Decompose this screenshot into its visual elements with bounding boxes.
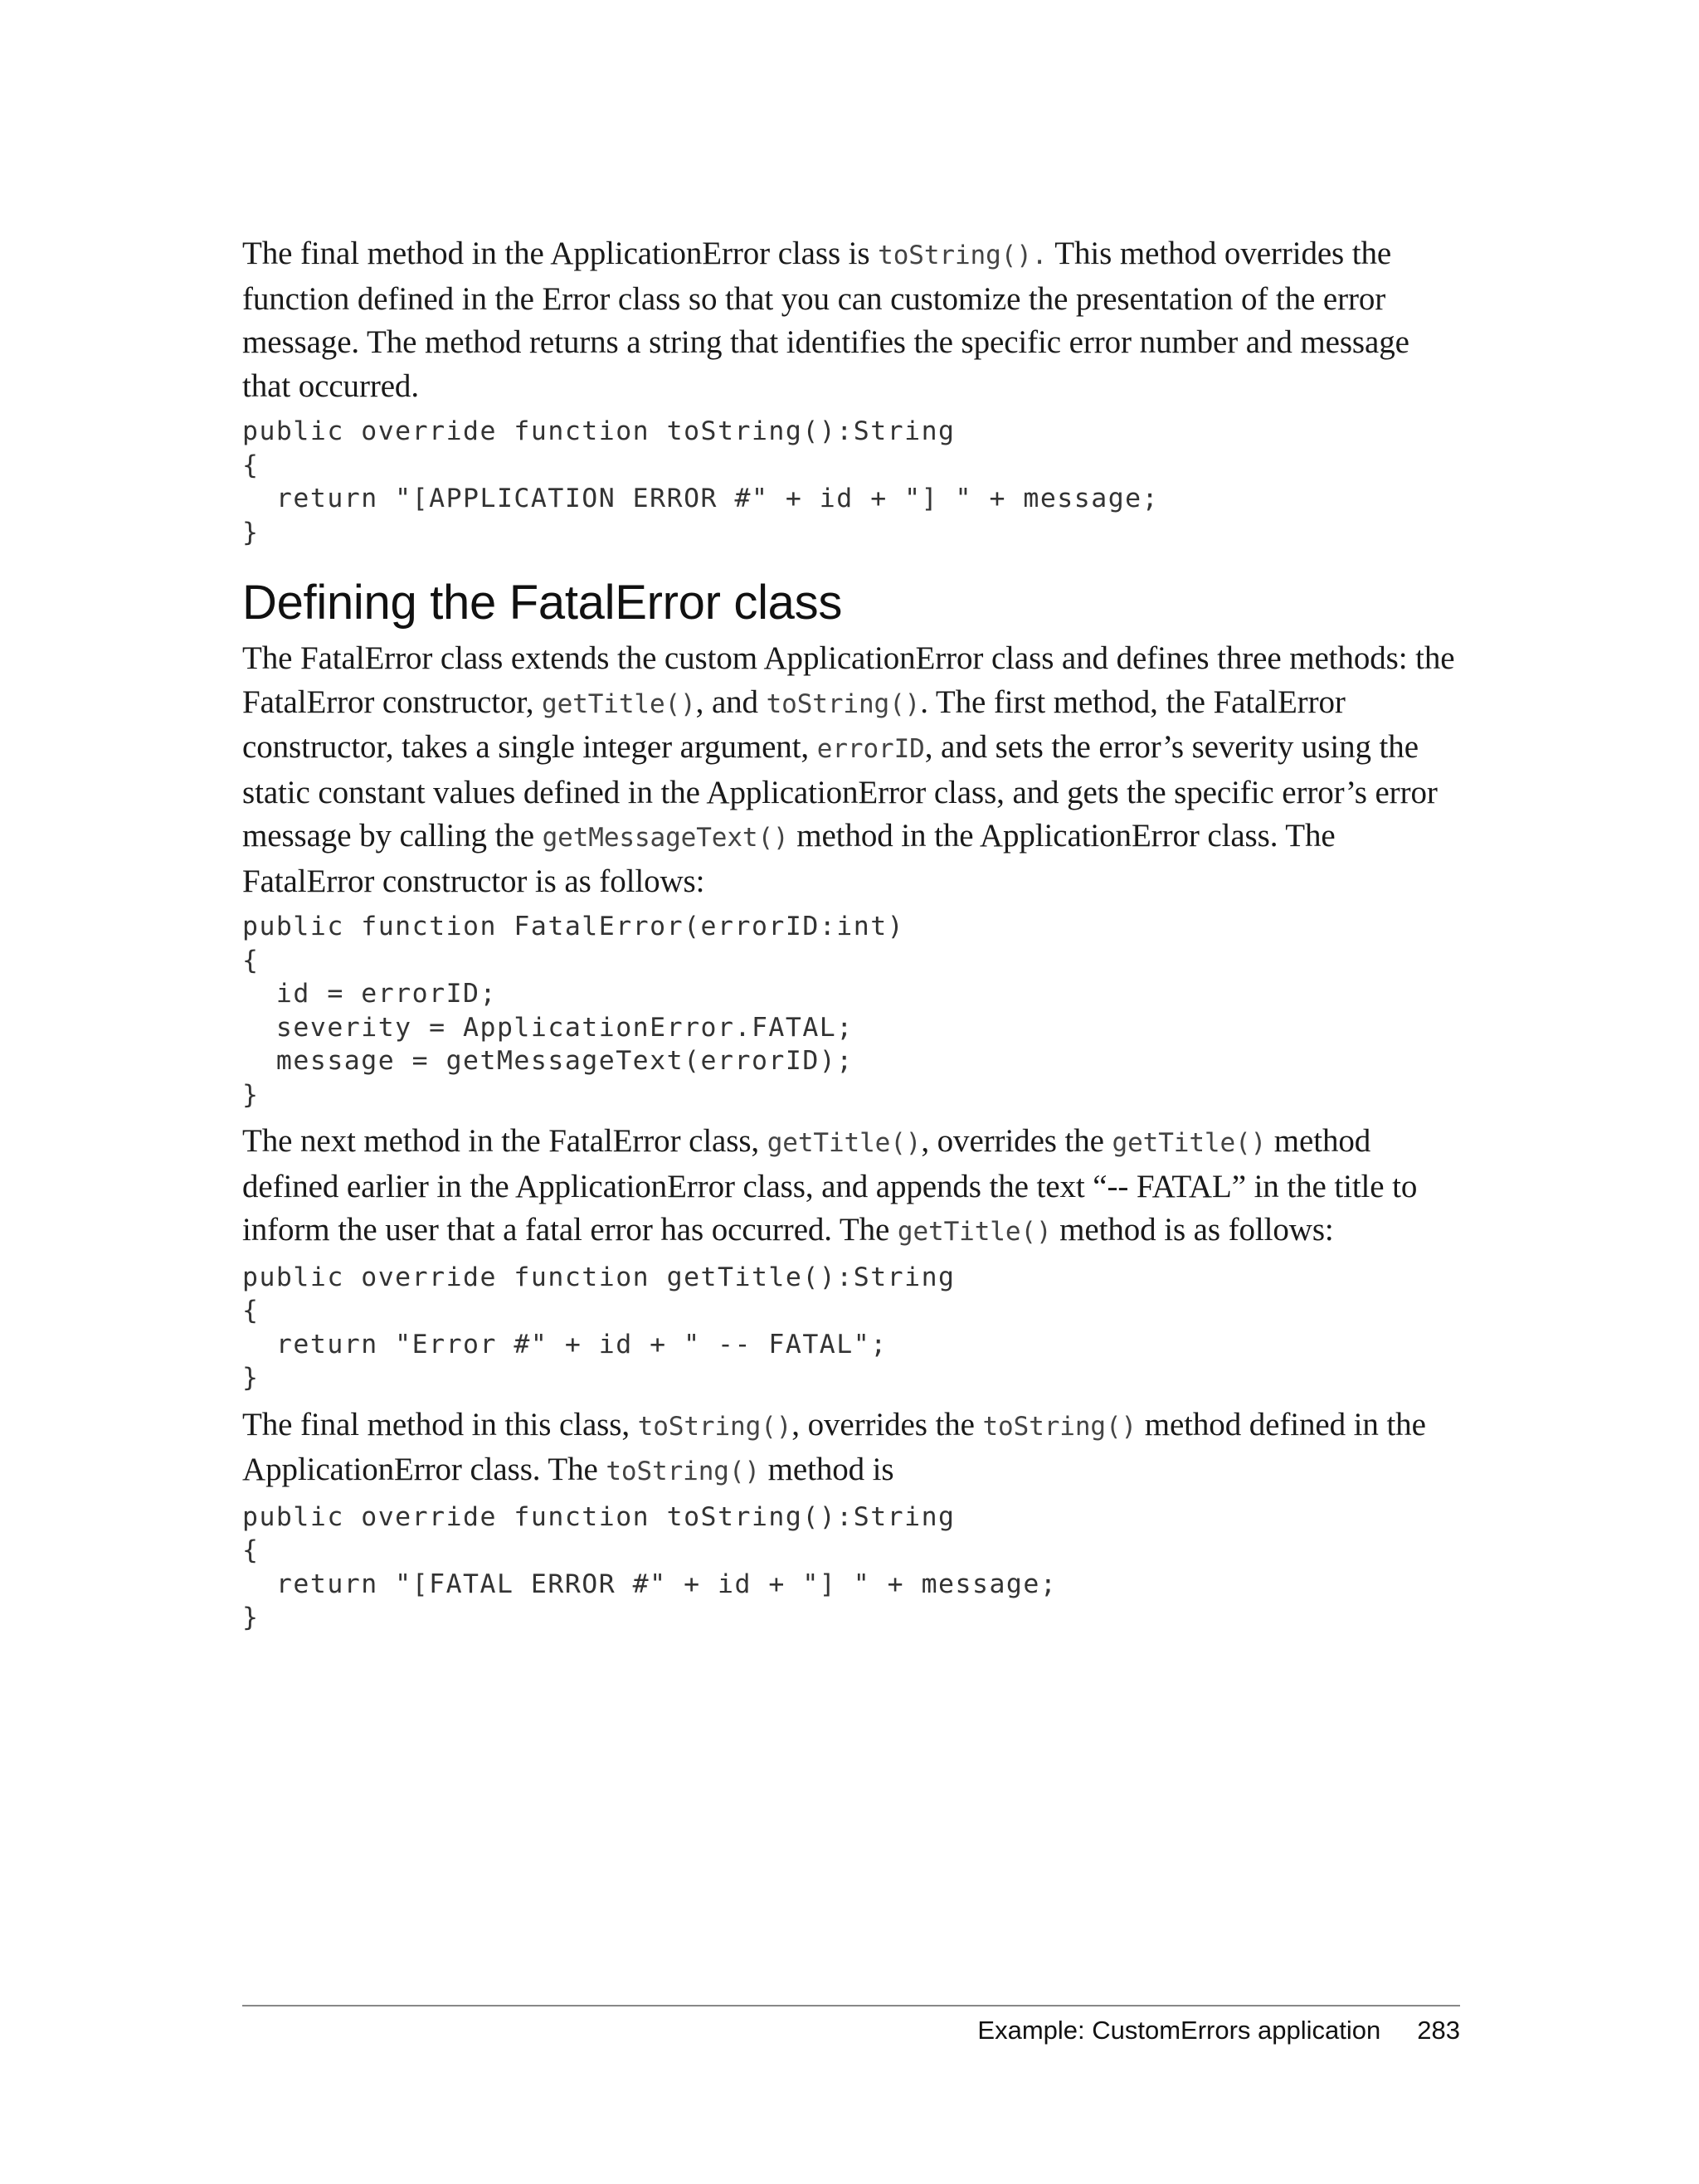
code-line: public override function toString():String [242, 1501, 956, 1532]
code-line: return "[APPLICATION ERROR #" + id + "] " + message; [242, 484, 1160, 513]
inline-code: getMessageText() [542, 823, 789, 853]
code-block-gettitle [242, 1261, 1460, 1395]
inline-code: getTitle() [767, 1128, 922, 1158]
code-line: } [242, 1603, 260, 1632]
code-line: { [242, 1296, 260, 1325]
inline-code: toString() [606, 1457, 760, 1486]
code-line: public override function toString():String [242, 416, 956, 446]
code-line: message = getMessageText(errorID); [242, 1046, 854, 1076]
text: method defined earlier in the ApplicationError class, and appends the text “-- FATAL” in the title to inform the user that a fatal error has occurred. The [242, 1123, 1418, 1248]
text: method is as follows: [1051, 1212, 1334, 1248]
code-line: id = errorID; [242, 979, 497, 1009]
code-line: { [242, 450, 260, 480]
text: This method overrides the function defined in the Error class so that you can customize the presentation of the error message. The method returns a string that identifies the specific error number and message that occurred. [242, 236, 1409, 404]
paragraph-tostring-intro [242, 232, 1460, 408]
text: The next method in the FatalError class, [242, 1123, 767, 1159]
inline-code: getTitle() [1112, 1128, 1267, 1158]
inline-code: getTitle() [897, 1217, 1052, 1247]
text: The final method in the ApplicationError class is [242, 236, 879, 271]
text: , and sets the error’s severity using the static constant values defined in the ApplicationError class, and gets the specific error’s error message by calling the [242, 729, 1438, 854]
text: method defined in the ApplicationError class. The [242, 1406, 1426, 1487]
code-line: } [242, 1363, 260, 1393]
paragraph-fatalerror-intro [242, 637, 1460, 903]
text: method in the ApplicationError class. The FatalError constructor is as follows: [242, 818, 1336, 899]
footer-rule [242, 2005, 1460, 2006]
inline-code: toString() [982, 1411, 1137, 1442]
code-line: { [242, 945, 260, 975]
code-block-fatal-tostring [242, 1501, 1460, 1635]
code-line: { [242, 1535, 260, 1565]
text: method is [760, 1452, 894, 1487]
code-line: return "[FATAL ERROR #" + id + "] " + message; [242, 1569, 1058, 1599]
code-line: public function FatalError(errorID:int) [242, 912, 905, 941]
text: , overrides the [921, 1123, 1112, 1159]
text: The final method in this class, [242, 1406, 638, 1442]
page-number: 283 [1417, 2016, 1460, 2045]
running-title: Example: CustomErrors application [977, 2016, 1381, 2045]
code-line: severity = ApplicationError.FATAL; [242, 1012, 854, 1043]
page-content [242, 232, 1460, 1635]
inline-code: getTitle() [542, 688, 696, 719]
inline-code: toString() [637, 1411, 792, 1442]
code-line: } [242, 1079, 260, 1110]
paragraph-tostring-fatal [242, 1403, 1460, 1494]
text: , overrides the [791, 1406, 983, 1442]
text: . The first method, the FatalError constructor, takes a single integer argument, [242, 683, 1346, 765]
text: The FatalError class extends the custom ApplicationError class and defines three methods: the FatalError constructor, [242, 640, 1455, 720]
code-line: } [242, 517, 260, 547]
code-line: return "Error #" + id + " -- FATAL"; [242, 1329, 888, 1360]
inline-code: toString() [766, 688, 921, 719]
code-line: public override function getTitle():String [242, 1262, 956, 1292]
code-block-fatalerror-constructor [242, 910, 1460, 1111]
paragraph-gettitle [242, 1120, 1460, 1254]
code-block-application-tostring [242, 415, 1460, 549]
page-footer [977, 2016, 1460, 2045]
section-heading: Defining the FatalError class [242, 576, 843, 630]
inline-code: errorID [816, 734, 925, 764]
inline-code: toString(). [878, 241, 1048, 270]
text: , and [695, 683, 767, 720]
